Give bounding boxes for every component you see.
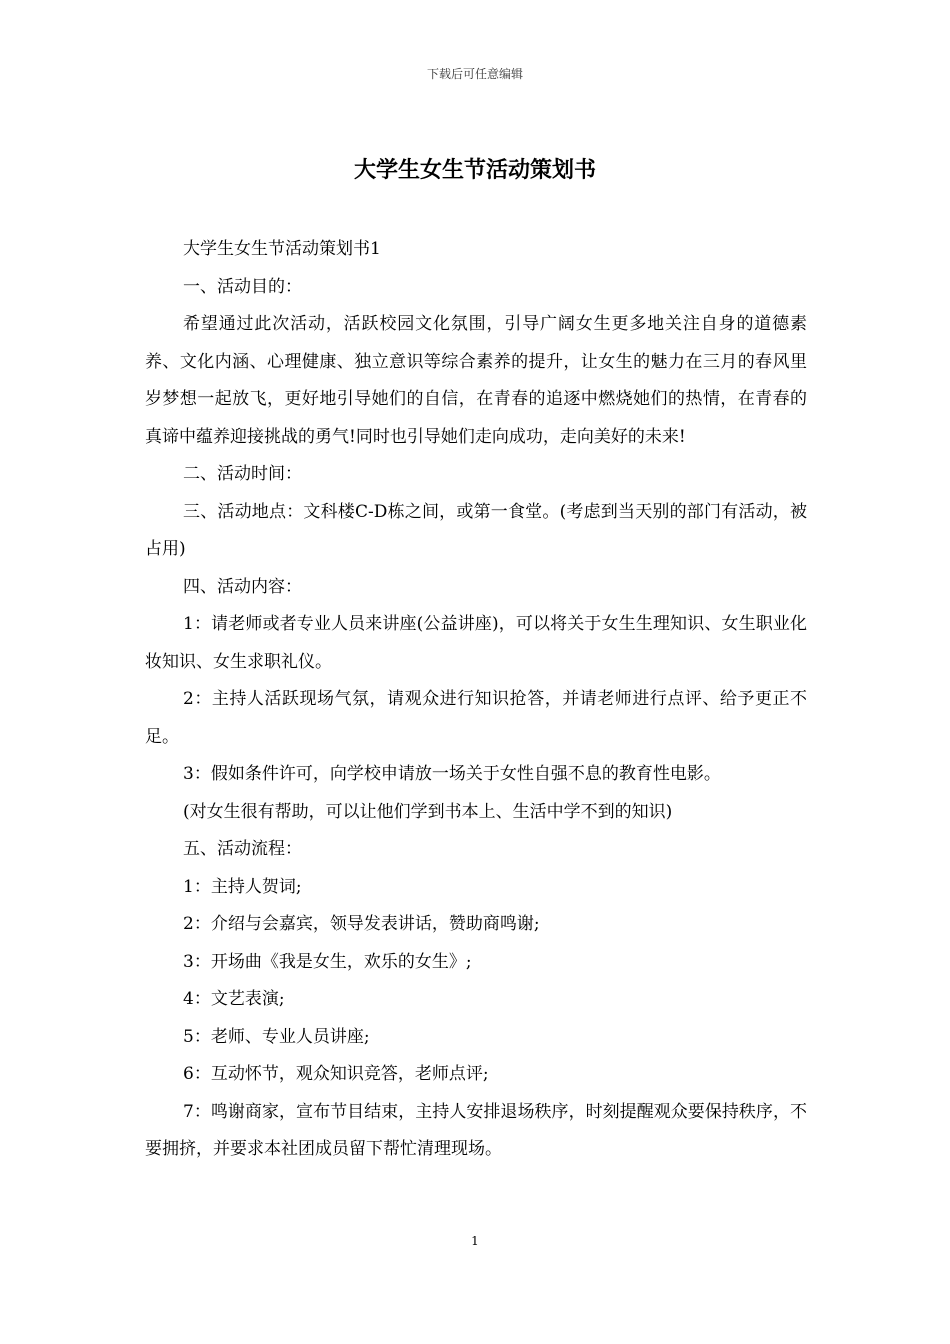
paragraph-section-purpose: 一、活动目的： [183, 276, 302, 297]
paragraph-section-process: 五、活动流程： [183, 839, 302, 859]
paragraph-process-item-3: 3：开场曲《我是女生，欢乐的女生》; [183, 951, 472, 972]
paragraph-section-location: 三、活动地点：文科楼C-D栋之间，或第一食堂。(考虑到当天别的部门有活动，被占用) [145, 501, 807, 559]
document-body [145, 231, 807, 1169]
paragraph-purpose-text: 希望通过此次活动，活跃校园文化氛围，引导广阔女生更多地关注自身的道德素养、文化内涵、心理健康、独立意识等综合素养的提升，让女生的魅力在三月的春风里岁梦想一起放飞，更好地引导她们的自信，在青春的追逐中燃烧她们的热情，在青春的真谛中蕴养迎接挑战的勇气!同时也引导她们走向成功，走向美好的未来! [145, 314, 807, 447]
paragraph-subtitle: 大学生女生节活动策划书1 [183, 239, 381, 259]
paragraph-process-item-5: 5：老师、专业人员讲座; [183, 1026, 370, 1047]
paragraph-content-item-3: 3：假如条件许可，向学校申请放一场关于女性自强不息的教育性电影。 [183, 764, 721, 784]
paragraph-content-item-2: 2：主持人活跃现场气氛，请观众进行知识抢答，并请老师进行点评、给予更正不足。 [145, 689, 807, 747]
paragraph-process-item-2: 2：介绍与会嘉宾，领导发表讲话，赞助商鸣谢; [183, 914, 540, 934]
paragraph-process-item-7: 7：鸣谢商家，宣布节目结束，主持人安排退场秩序，时刻提醒观众要保持秩序，不要拥挤，并要求本社团成员留下帮忙清理现场。 [145, 1101, 807, 1159]
paragraph-process-item-4: 4：文艺表演; [183, 989, 285, 1009]
page-number: 1 [471, 1234, 479, 1248]
document-title: 大学生女生节活动策划书 [353, 157, 596, 183]
paragraph-section-time: 二、活动时间： [183, 464, 302, 484]
paragraph-process-item-1: 1：主持人贺词; [183, 876, 302, 897]
header-note: 下载后可任意编辑 [426, 67, 523, 81]
paragraph-section-content: 四、活动内容： [183, 576, 302, 597]
paragraph-process-item-6: 6：互动怀节，观众知识竞答，老师点评; [183, 1064, 489, 1084]
paragraph-content-item-1: 1：请老师或者专业人员来讲座(公益讲座)，可以将关于女生生理知识、女生职业化妆知识、女生求职礼仪。 [145, 614, 807, 672]
paragraph-content-note: (对女生很有帮助，可以让他们学到书本上、生活中学不到的知识) [183, 801, 673, 822]
